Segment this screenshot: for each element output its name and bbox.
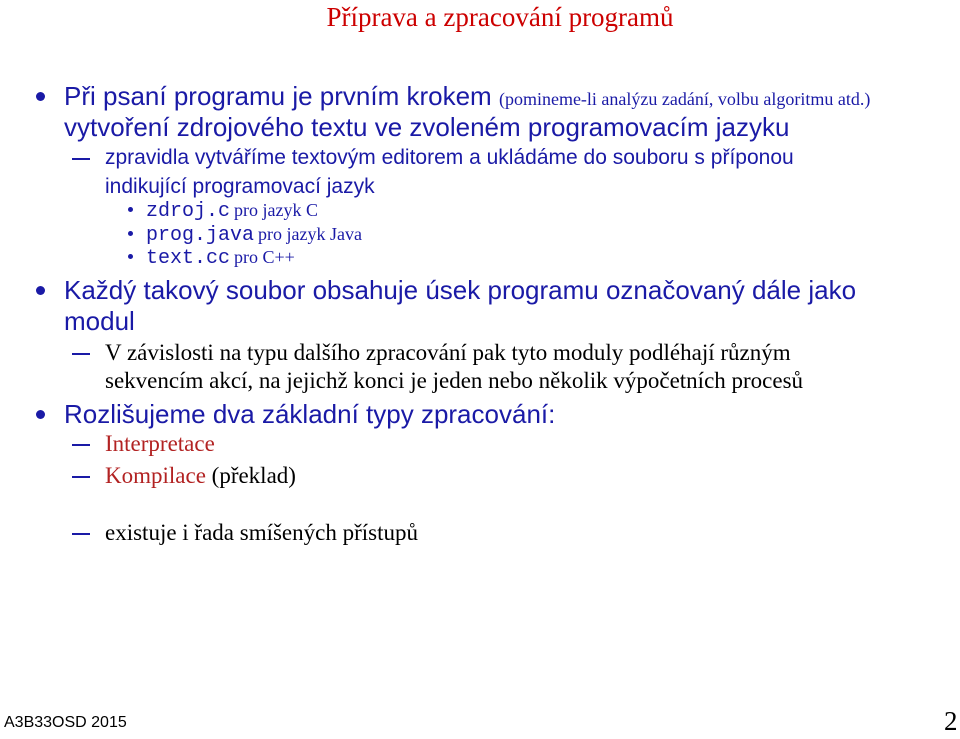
file-name: prog.java [146,224,255,247]
bullet1-line1-main: Při psaní programu je prvním krokem [64,81,492,111]
bullet1-sub-line2: indikující programovací jazyk [105,175,375,198]
small-bullet [128,254,133,259]
bullet3-line1: Rozlišujeme dva základní typy zpracování: [64,399,556,429]
bullet-dot [36,286,45,295]
bullet-dot [36,410,45,419]
file-item [146,224,362,247]
bullet2-line1: Každý takový soubor obsahuje úsek programu označovaný dále jako [64,275,857,305]
processing-type [105,462,296,490]
processing-type [105,430,215,458]
file-language: pro jazyk Java [258,224,362,244]
dash-marker [72,476,90,478]
file-name: zdroj.c [146,200,231,223]
bullet2-sub-line1: V závislosti na typu dalšího zpracování pak tyto moduly podléhají různým [105,340,791,365]
dash-marker [72,444,90,446]
processing-type-detail: (překlad) [205,463,296,488]
small-bullet [128,231,133,236]
page-number: 2 [944,706,958,736]
processing-type-name: Kompilace [105,463,206,488]
dash-marker [72,353,90,355]
bullet2-line2: modul [64,306,135,336]
bullet1-line2: vytvoření zdrojového textu ve zvoleném programovacím jazyku [64,112,790,142]
bullet2-sub-line2: sekvencím akcí, na jejichž konci je jeden nebo několik výpočetních procesů [105,368,804,393]
small-bullet [128,207,133,212]
page-title: Příprava a zpracování programů [326,2,674,32]
footer-course: A3B33OSD 2015 [4,714,127,731]
bullet1-line1 [64,80,870,115]
dash-marker [72,533,90,535]
bullet1-sub-line1: zpravidla vytváříme textovým editorem a ukládáme do souboru s příponou [105,146,794,169]
file-item [146,200,318,223]
bullet-dot [36,92,45,101]
mixed-approaches-note: existuje i řada smíšených přístupů [105,520,418,545]
file-language: pro C++ [234,247,295,267]
processing-type-name: Interpretace [105,431,215,456]
bullet1-line1-note: (pomineme-li analýzu zadání, volbu algoritmu atd.) [498,89,871,109]
file-name: text.cc [146,247,231,270]
dash-marker [72,158,90,160]
file-item [146,247,295,270]
file-language: pro jazyk C [234,200,318,220]
